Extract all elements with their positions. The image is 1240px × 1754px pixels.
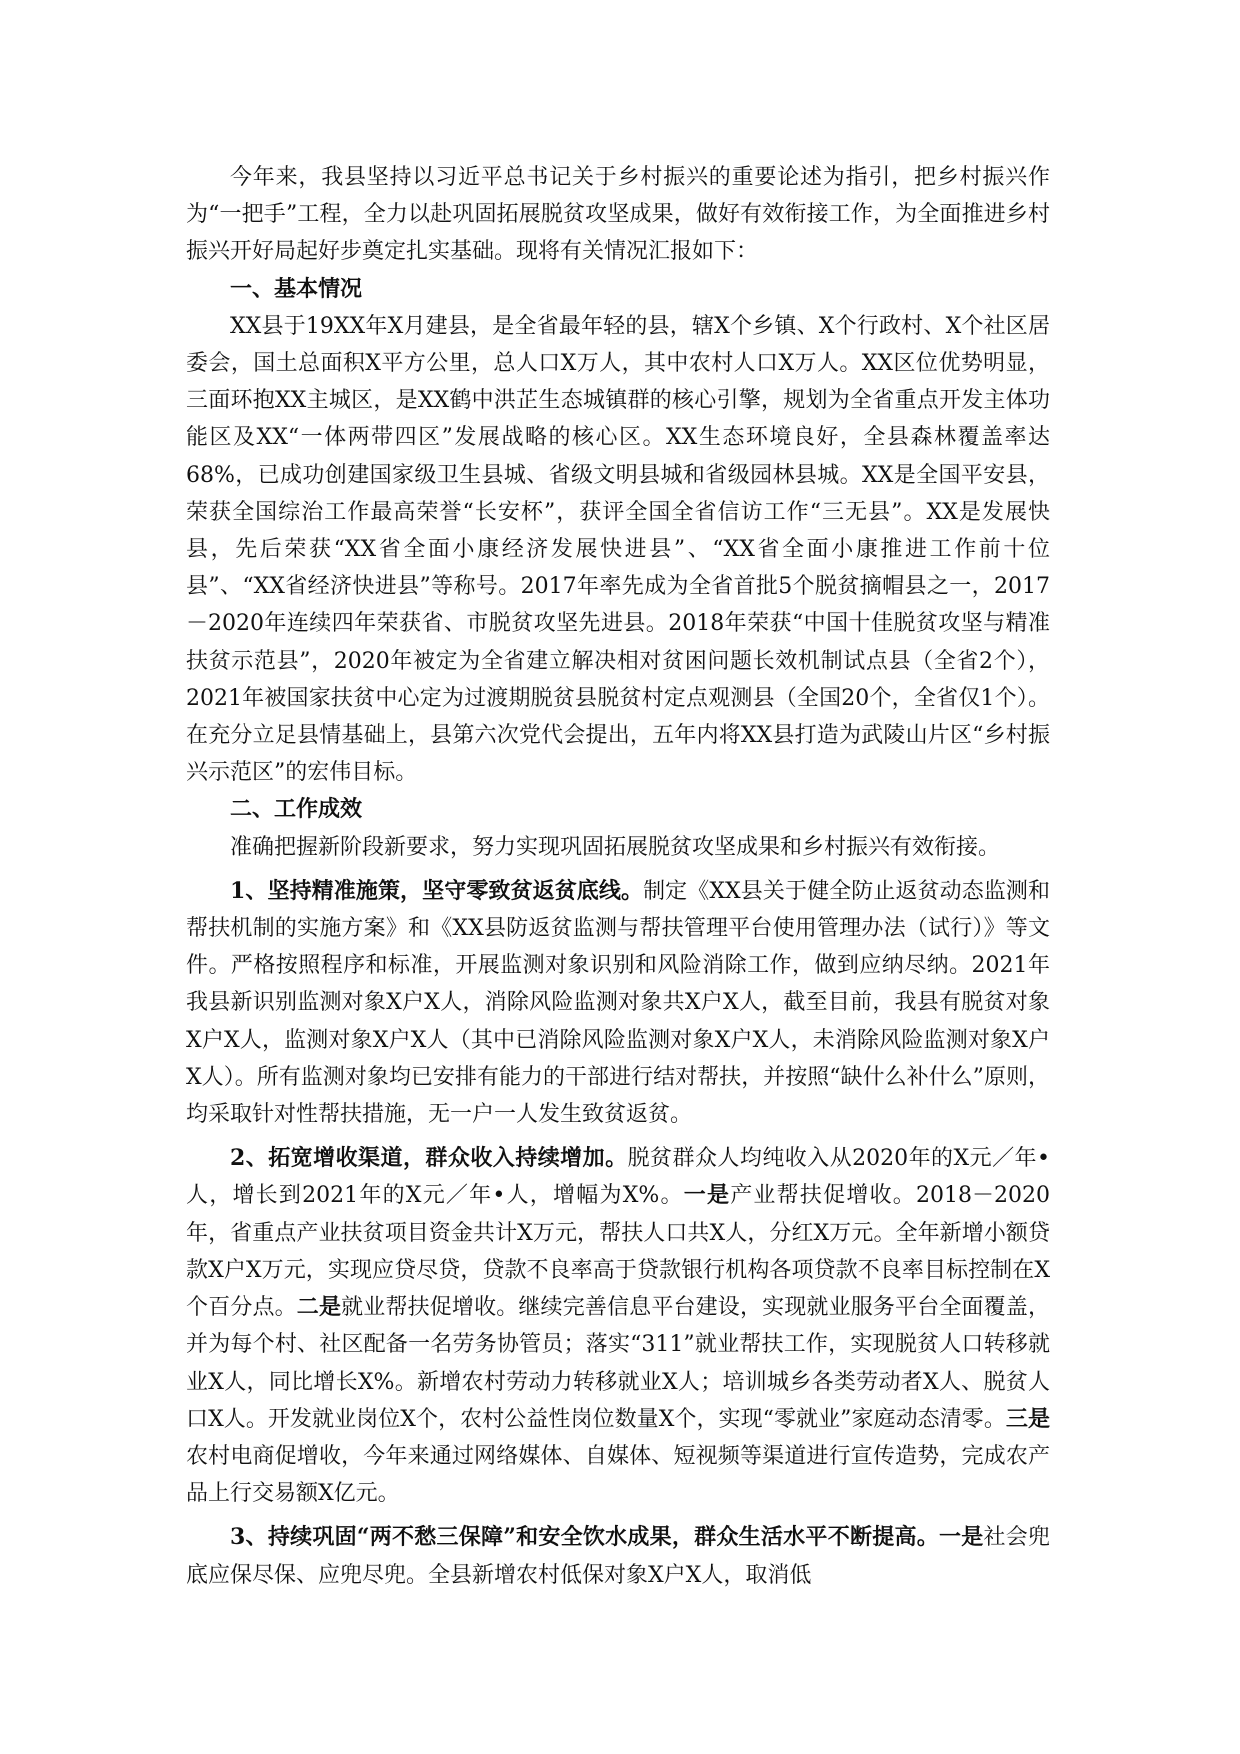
item2-part1: 脱贫群众人均纯收入从2020年的X元／年•人，增长到2021年的X元／年•人，增幅为X%。 <box>186 1146 1050 1209</box>
item3-lead: 3、持续巩固“两不愁三保障”和安全饮水成果，群众生活水平不断提高。 <box>230 1524 939 1551</box>
section1-heading <box>186 271 1050 308</box>
item1-body: 制定《XX县关于健全防止返贫动态监测和帮扶机制的实施方案》和《XX县防返贫监测与帮扶管理平台使用管理办法（试行）》等文件。严格按照程序和标准，开展监测对象识别和风险消除工作，做到应纳尽纳。2021年我县新识别监测对象X户X人，消除风险监测对象共X户X人，截至目前，我县有脱贫对象X户X人，监测对象X户X人（其中已消除风险监测对象X户X人，未消除风险监测对象X户X人）。所有监测对象均已安排有能力的干部进行结对帮扶，并按照“缺什么补什么”原则，均采取针对性帮扶措施，无一户一人发生致贫返贫。 <box>186 878 1051 1128</box>
item2-part4: 农村电商促增收，今年来通过网络媒体、自媒体、短视频等渠道进行宣传造势，完成农产品上行交易额X亿元。 <box>186 1443 1050 1507</box>
item1-lead: 1、坚持精准施策，坚守零致贫返贫底线。 <box>230 877 644 904</box>
item2-paragraph <box>186 1140 1050 1512</box>
item2-marker-3: 三是 <box>1005 1405 1050 1432</box>
section2-intro: 准确把握新阶段新要求，努力实现巩固拓展脱贫攻坚成果和乡村振兴有效衔接。 <box>230 834 1001 860</box>
item2-part3: 就业帮扶促增收。继续完善信息平台建设，实现就业服务平台全面覆盖，并为每个村、社区配备一名劳务协管员；落实“311”就业帮扶工作，实现脱贫人口转移就业X人，同比增长X%。新增农村劳动力转移就业X人；培训城乡各类劳动者X人、脱贫人口X人。开发就业岗位X个，农村公益性岗位数量X个，实现“零就业”家庭动态清零。 <box>186 1295 1050 1432</box>
item2-part2: 产业帮扶促增收。2018－2020年，省重点产业扶贫项目资金共计X万元，帮扶人口共X人，分红X万元。全年新增小额贷款X户X万元，实现应贷尽贷，贷款不良率高于贷款银行机构各项贷款不良率目标控制在X个百分点。 <box>186 1183 1050 1321</box>
item2-marker-1: 一是 <box>683 1182 731 1209</box>
section1-paragraph <box>186 308 1050 792</box>
section2-heading <box>186 791 1050 828</box>
section1-title: 一、基本情况 <box>230 275 363 302</box>
intro-paragraph <box>186 159 1050 271</box>
section2-title: 二、工作成效 <box>230 796 363 823</box>
document-body <box>186 159 1050 1594</box>
item1-paragraph <box>186 873 1050 1133</box>
section1-body: XX县于19XX年X月建县，是全省最年轻的县，辖X个乡镇、X个行政村、X个社区居委会，国土总面积X平方公里，总人口X万人，其中农村人口X万人。XX区位优势明显，三面环抱XX主城区，是XX鹤中洪芷生态城镇群的核心引擎，规划为全省重点开发主体功能区及XX“一体两带四区”发展战略的核心区。XX生态环境良好，全县森林覆盖率达68%，已成功创建国家级卫生县城、省级文明县城和省级园林县城。XX是全国平安县，荣获全国综治工作最高荣誉“长安杯”，获评全国全省信访工作“三无县”。XX是发展快县，先后荣获“XX省全面小康经济发展快进县”、“XX省全面小康推进工作前十位县”、“XX省经济快进县”等称号。2017年率先成为全省首批5个脱贫摘帽县之一，2017－2020年连续四年荣获省、市脱贫攻坚先进县。2018年荣获“中国十佳脱贫攻坚与精准扶贫示范县”，2020年被定为全省建立解决相对贫困问题长效机制试点县（全省2个），2021年被国家扶贫中心定为过渡期脱贫县脱贫村定点观测县（全国20个，全省仅1个）。在充分立足县情基础上，县第六次党代会提出，五年内将XX县打造为武陵山片区“乡村振兴示范区”的宏伟目标。 <box>186 313 1050 786</box>
item2-lead: 2、拓宽增收渠道，群众收入持续增加。 <box>230 1145 628 1172</box>
item3-marker-1: 一是 <box>938 1524 984 1551</box>
intro-text: 今年来，我县坚持以习近平总书记关于乡村振兴的重要论述为指引，把乡村振兴作为“一把手”工程，全力以赴巩固拓展脱贫攻坚成果，做好有效衔接工作，为全面推进乡村振兴开好局起好步奠定扎实基础。现将有关情况汇报如下： <box>186 165 1050 265</box>
item3-body: 社会兜底应保尽保、应兜尽兜。全县新增农村低保对象X户X人，取消低 <box>186 1525 1050 1588</box>
section2-intro-paragraph <box>186 829 1050 866</box>
item3-paragraph <box>186 1519 1050 1593</box>
item2-marker-2: 二是 <box>296 1294 342 1321</box>
